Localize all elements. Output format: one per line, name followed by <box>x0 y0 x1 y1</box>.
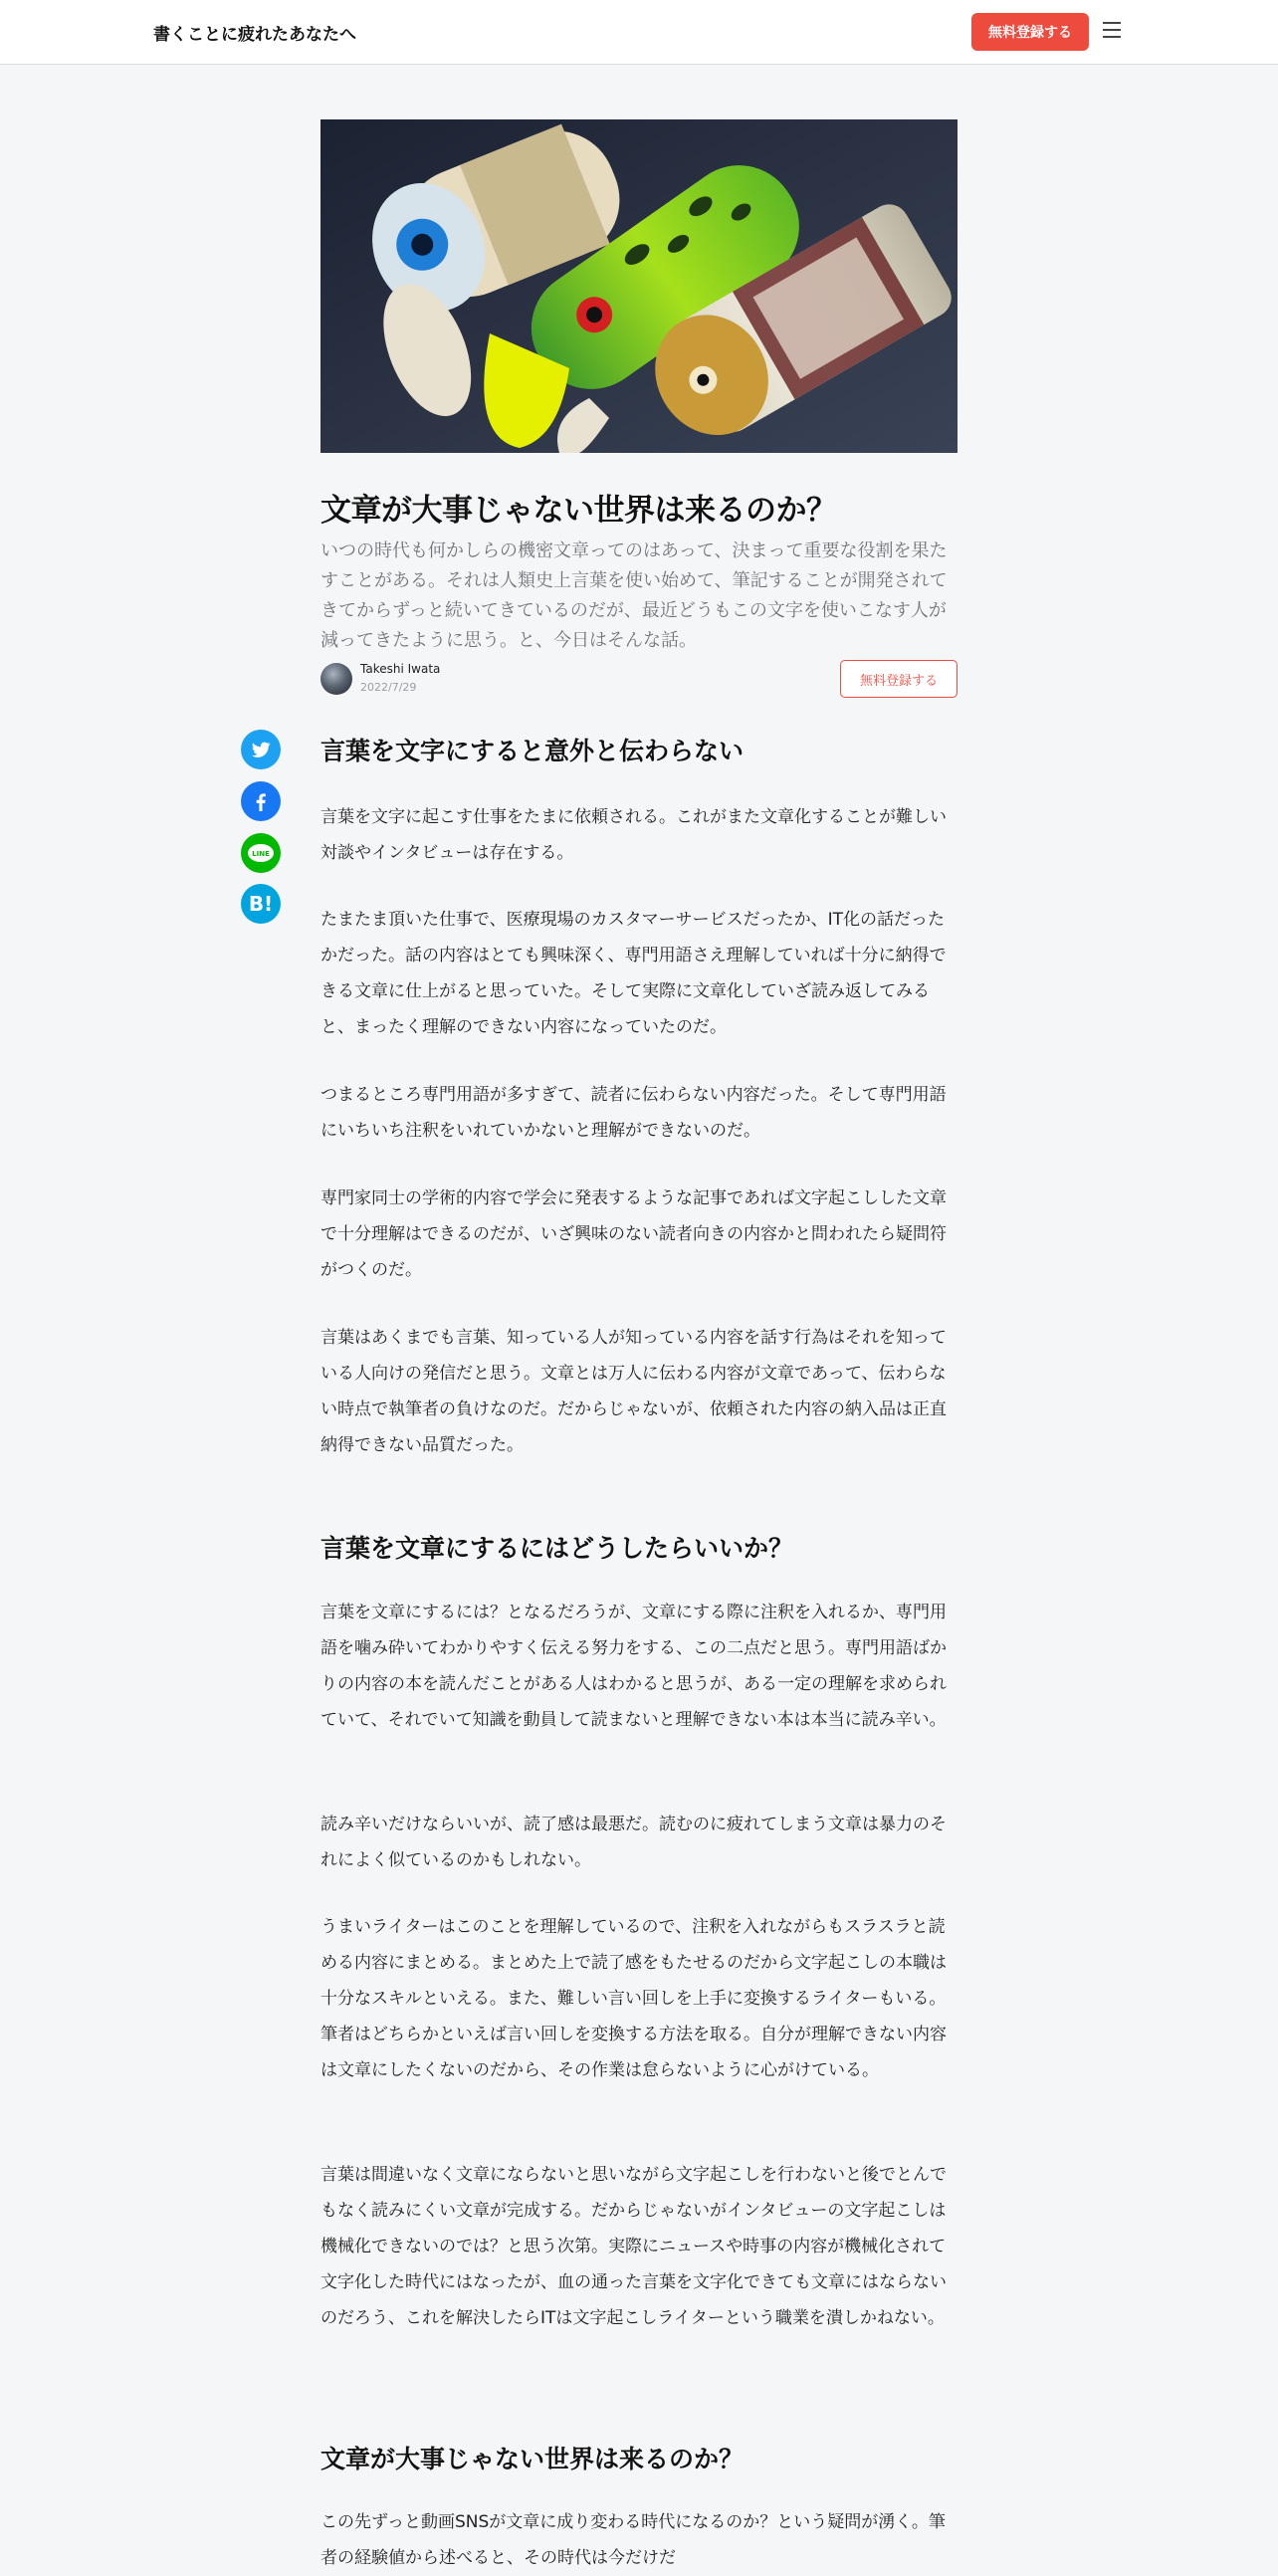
paragraph: 言葉を文章にするには？となるだろうが、文章にする際に注釈を入れるか、専門用語を噛み砕いてわかりやすく伝える努力をする、この二点だと思う。専門用語ばかりの内容の本を読んだことがある人はわかると思うが、ある一定の理解を求められていて、それでいて知識を動員して読まないと理解できない本は本当に読み辛い。 <box>320 1603 947 1730</box>
author-signup-button[interactable]: 無料登録する <box>840 660 958 698</box>
avatar[interactable] <box>320 663 352 695</box>
section-heading: 文章が大事じゃない世界は来るのか？ <box>320 2445 745 2473</box>
paragraph: つまるところ専門用語が多すぎて、読者に伝わらない内容だった。そして専門用語にいちいち注釈をいれていかないと理解ができないのだ。 <box>320 1085 947 1141</box>
hatena-bookmark-icon: B! <box>248 892 274 916</box>
paragraph: 読み辛いだけならいいが、読了感は最悪だ。読むのに疲れてしまう文章は暴力のそれによく似ているのかもしれない。 <box>320 1815 947 1870</box>
twitter-icon <box>250 739 272 760</box>
line-icon-label: LINE <box>252 850 270 858</box>
publish-date: 2022/7/29 <box>360 681 417 694</box>
header-signup-button[interactable]: 無料登録する <box>971 13 1089 51</box>
hero-image <box>320 119 958 453</box>
section-heading: 言葉を文字にすると意外と伝わらない <box>320 737 745 765</box>
article-lead: いつの時代も何かしらの機密文章ってのはあって、決まって重要な役割を果たすことがある。それは人類史上言葉を使い始めて、筆記することが開発されてきてからずっと続いてきているのだが、最近どうもこの文字を使いこなす人が減ってきたように思う。と、今日はそんな話。 <box>320 540 948 651</box>
article-title: 文章が大事じゃない世界は来るのか？ <box>320 493 837 529</box>
site-header <box>0 0 1278 65</box>
line-share-button[interactable] <box>241 833 281 873</box>
author-name[interactable]: Takeshi Iwata <box>360 662 441 676</box>
facebook-icon <box>249 789 273 813</box>
paragraph: うまいライターはこのことを理解しているので、注釈を入れながらもスラスラと読める内容にまとめる。まとめた上で読了感をもたせるのだから文字起こしの本職は十分なスキルといえる。また、難しい言い回しを上手に変換するライターもいる。筆者はどちらかといえば言い回しを変換する方法を取る。自分が理解できない内容は文章にしたくないのだから、その作業は怠らないように心がけている。 <box>320 1917 947 2080</box>
twitter-share-button[interactable] <box>241 730 281 769</box>
hamburger-menu-icon[interactable] <box>1103 22 1121 38</box>
facebook-share-button[interactable] <box>241 781 281 821</box>
section-heading: 言葉を文章にするにはどうしたらいいか？ <box>320 1534 794 1563</box>
hatena-share-button[interactable] <box>241 884 281 924</box>
line-icon <box>247 843 275 863</box>
paragraph: たまたま頂いた仕事で、医療現場のカスタマーサービスだったか、IT化の話だったかだった。話の内容はとても興味深く、専門用語さえ理解していれば十分に納得できる文章に仕上がると思っていた。そして実際に文章化していざ読み返してみると、まったく理解のできない内容になっていたのだ。 <box>320 910 947 1037</box>
paragraph: 言葉を文字に起こす仕事をたまに依頼される。これがまた文章化することが難しい対談やインタビューは存在する。 <box>320 807 947 863</box>
paragraph: 言葉は間違いなく文章にならないと思いながら文字起こしを行わないと後でとんでもなく読みにくい文章が完成する。だからじゃないがインタビューの文字起こしは機械化できないのでは？と思う次第。実際にニュースや時事の内容が機械化されて文字化した時代にはなったが、血の通った言葉を文字化できても文章にはならないのだろう、これを解決したらITは文字起こしライターという職業を潰しかねない。 <box>320 2165 947 2328</box>
site-title[interactable]: 書くことに疲れたあなたへ <box>153 25 356 45</box>
paragraph: 言葉はあくまでも言葉、知っている人が知っている内容を話す行為はそれを知っている人向けの発信だと思う。文章とは万人に伝わる内容が文章であって、伝わらない時点で執筆者の負けなのだ。だからじゃないが、依頼された内容の納入品は正直納得できない品質だった。 <box>320 1328 947 1455</box>
paragraph: この先ずっと動画SNSが文章に成り変わる時代になるのか？という疑問が湧く。筆者の経験値から述べると、その時代は今だけだ <box>320 2512 946 2568</box>
paragraph: 専門家同士の学術的内容で学会に発表するような記事であれば文字起こしした文章で十分理解はできるのだが、いざ興味のない読者向きの内容かと問われたら疑問符がつくのだ。 <box>320 1188 947 1280</box>
